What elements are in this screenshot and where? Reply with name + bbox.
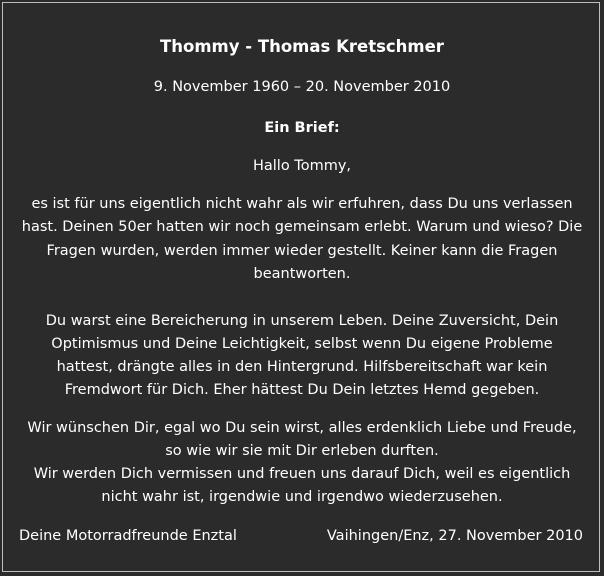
letter-title: Thommy - Thomas Kretschmer <box>160 37 444 56</box>
paragraph-3-line: Wir wünschen Dir, egal wo Du sein wirst, alles erdenklich Liebe und Freude, <box>27 420 577 436</box>
greeting: Hallo Tommy, <box>252 158 352 174</box>
letter-heading: Ein Brief: <box>264 120 340 136</box>
paragraph-1-line: Fragen wurden, werden immer wieder gestellt. Keiner kann die Fragen <box>46 243 558 259</box>
paragraph-2-line: hattest, drängte alles in den Hintergrund. Hilfsbereitschaft war kein <box>56 359 548 375</box>
paragraph-1-line: hast. Deinen 50er hatten wir noch gemeinsam erlebt. Warum und wieso? Die <box>21 219 583 235</box>
paragraph-2-line: Fremdwort für Dich. Eher hättest Du Dein letztes Hemd gegeben. <box>64 382 540 398</box>
paragraph-3-line: Wir werden Dich vermissen und freuen uns darauf Dich, weil es eigentlich <box>33 466 571 482</box>
paragraph-2-line: Optimismus und Deine Leichtigkeit, selbst wenn Du eigene Probleme <box>51 336 553 352</box>
paragraph-3-line: nicht wahr ist, irgendwie und irgendwo wiederzusehen. <box>101 489 503 505</box>
signature: Deine Motorradfreunde Enztal <box>19 528 237 544</box>
paragraph-3-line: so wie wir sie mit Dir erleben durften. <box>165 443 439 459</box>
life-dates: 9. November 1960 – 20. November 2010 <box>153 79 451 95</box>
paragraph-2-line: Du warst eine Bereicherung in unserem Leben. Deine Zuversicht, Dein <box>45 313 559 329</box>
place-date: Vaihingen/Enz, 27. November 2010 <box>326 528 583 544</box>
paragraph-1-line: beantworten. <box>253 266 351 282</box>
paragraph-1-line: es ist für uns eigentlich nicht wahr als wir erfuhren, dass Du uns verlassen <box>31 196 573 212</box>
